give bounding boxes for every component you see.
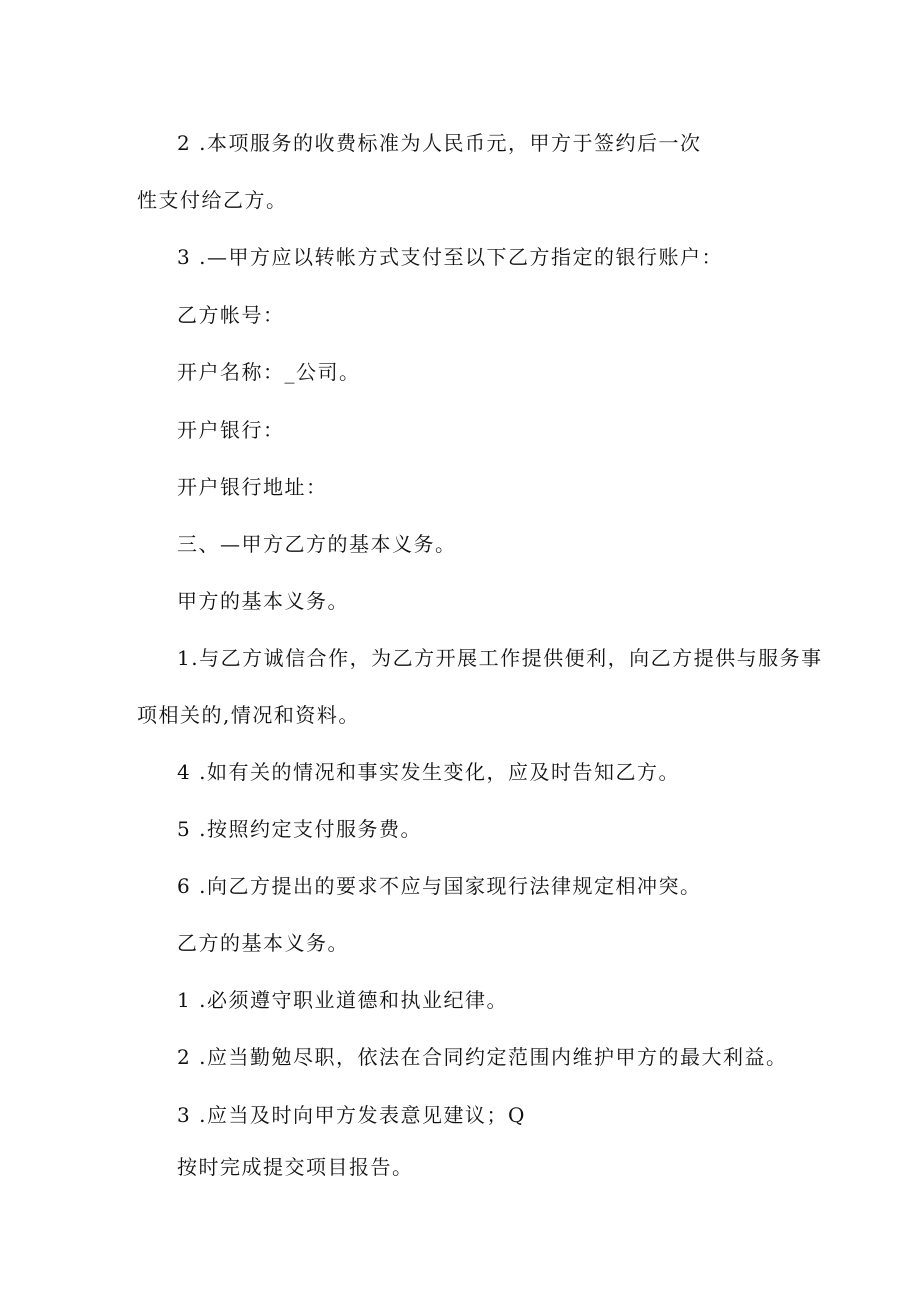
account-name-label: 开户名称：_公司。 bbox=[177, 360, 361, 384]
party-a-item-4: 4 .如有关的情况和事实发生变化，应及时告知乙方。 bbox=[177, 760, 680, 784]
bank-label: 开户银行： bbox=[177, 418, 285, 442]
party-a-item-6: 6 .向乙方提出的要求不应与国家现行法律规定相冲突。 bbox=[177, 874, 702, 898]
party-a-item-1-cont: 项相关的,情况和资料。 bbox=[137, 703, 360, 727]
party-b-item-2: 2 .应当勤勉尽职，依法在合同约定范围内维护甲方的最大利益。 bbox=[177, 1045, 788, 1069]
bank-address-label: 开户银行地址： bbox=[177, 475, 328, 499]
party-b-item-1: 1 .必须遵守职业道德和执业纪律。 bbox=[177, 988, 508, 1012]
party-a-item-5: 5 .按照约定支付服务费。 bbox=[177, 817, 422, 841]
party-b-item-report: 按时完成提交项目报告。 bbox=[177, 1155, 414, 1179]
party-b-obligations-heading: 乙方的基本义务。 bbox=[177, 931, 349, 955]
paragraph-fee-standard-cont: 性支付给乙方。 bbox=[137, 188, 288, 212]
party-a-item-1: 1.与乙方诚信合作，为乙方开展工作提供便利，向乙方提供与服务事 bbox=[177, 646, 823, 670]
paragraph-fee-standard: 2 .本项服务的收费标准为人民币元，甲方于签约后一次 bbox=[177, 131, 702, 155]
section-heading-obligations: 三、—甲方乙方的基本义务。 bbox=[177, 532, 457, 556]
account-number-label: 乙方帐号： bbox=[177, 303, 285, 327]
party-a-obligations-heading: 甲方的基本义务。 bbox=[177, 589, 349, 613]
party-b-item-3: 3 .应当及时向甲方发表意见建议；Q bbox=[177, 1103, 526, 1127]
paragraph-payment-method: 3 .—甲方应以转帐方式支付至以下乙方指定的银行账户： bbox=[177, 245, 723, 269]
